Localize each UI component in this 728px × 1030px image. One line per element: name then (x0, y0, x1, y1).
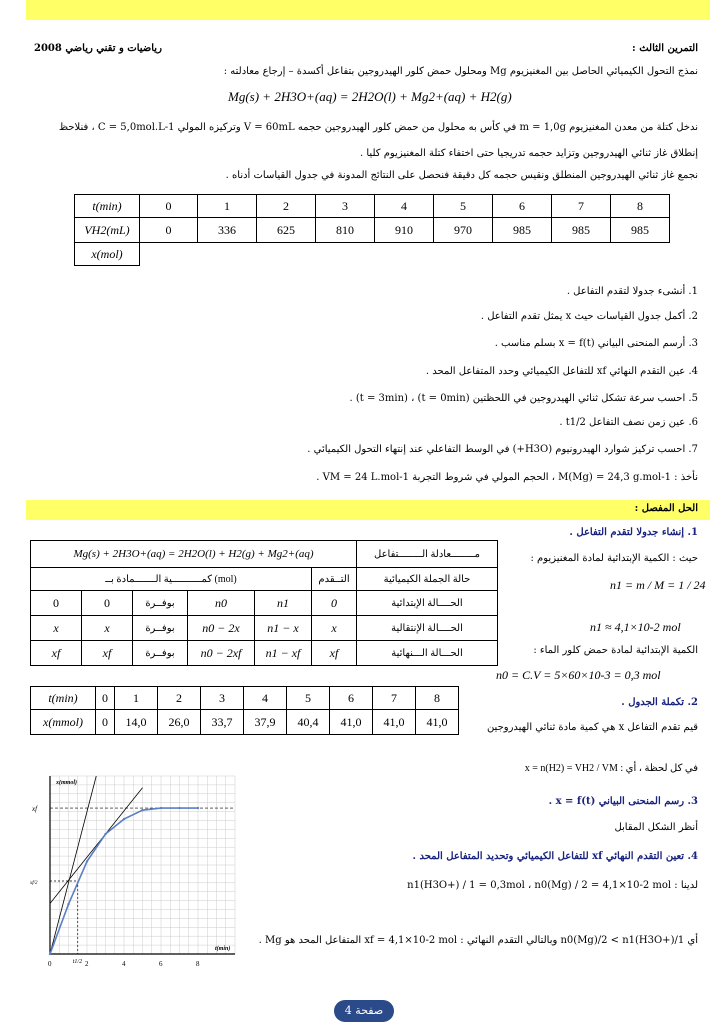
table-cell: 1 (198, 195, 257, 218)
table-cell: 40,4 (287, 710, 330, 735)
table-cell: 0 (96, 687, 115, 710)
n0-text: الكمية الإبتدائية لمادة حمض كلور الماء : (533, 645, 698, 656)
question-1: 1. أنشىء جدولا لتقدم التفاعل . (566, 286, 698, 297)
table-cell: 6 (330, 687, 373, 710)
table-cell: 8 (416, 687, 459, 710)
question-7: 7. احسب تركيز شوارد الهيدرونيوم (H3O+) في الوسط التفاعلي عند إنتهاء التحول الكيميائي . (307, 444, 698, 455)
x-tick-label: 2 (85, 960, 89, 968)
chart-grid (50, 776, 235, 954)
table-row (31, 687, 459, 710)
solution-4-given: لدينا : n1(H3O+) / 1 = 0,3mol ، n0(Mg) / 2 = 4,1×10-2 mol (407, 880, 698, 891)
solution-3-heading: 3. رسم المنحنى البياني x = f(t) . (548, 796, 698, 807)
adv-equation: Mg(s) + 2H3O+(aq) = 2H2O(l) + H2(g) + Mg2+(aq) (31, 541, 357, 568)
table-cell: 41,0 (330, 710, 373, 735)
table-cell: 37,9 (244, 710, 287, 735)
x-tick-label: 4 (122, 960, 126, 968)
adv-cell: 0 (31, 591, 82, 616)
adv-cell: بوفــرة (133, 641, 188, 666)
half-time-label: t1/2 (72, 959, 83, 965)
advancement-chart (30, 758, 250, 970)
x-tick-label: 8 (196, 960, 200, 968)
table-cell: 26,0 (158, 710, 201, 735)
table-cell: 41,0 (373, 710, 416, 735)
adv-cell: xf (31, 641, 82, 666)
table-cell: 33,7 (201, 710, 244, 735)
adv-cell: n0 (188, 591, 255, 616)
page-number-badge: صفحة 4 (334, 1000, 394, 1022)
intro-line3: إنطلاق غاز ثنائي الهيدروجين وتزايد حجمه تدريجيا حتى اختفاء كتلة المغنيزيوم كليا . (360, 148, 698, 159)
table-row (75, 218, 670, 243)
table-row (31, 641, 498, 666)
given-data: نأخذ : M(Mg) = 24,3 g.mol-1 ، الحجم المولي في شروط التجربة VM = 24 L.mol-1 . (316, 472, 698, 483)
header-title: التمرين الثالث : (632, 43, 698, 54)
table-row (31, 710, 459, 735)
table-row (31, 541, 498, 568)
question-6: 6. عين زمن نصف التفاعل t1/2 . (559, 417, 698, 428)
table-cell: 810 (316, 218, 375, 243)
adv-cell: xf (82, 641, 133, 666)
table-cell: 3 (316, 195, 375, 218)
y-axis-label: x(mmol) (56, 780, 77, 786)
question-3: 3. أرسم المنحنى البياني x = f(t) بسلم مناسب . (494, 338, 698, 349)
solution-3-text: أنظر الشكل المقابل (614, 822, 698, 833)
header-bar (26, 0, 710, 20)
table-cell: 1 (115, 687, 158, 710)
reaction-equation: Mg(s) + 2H3O+(aq) = 2H2O(l) + Mg2+(aq) + H2(g) (228, 89, 512, 104)
table-cell: 7 (373, 687, 416, 710)
solution-2-heading: 2. تكملة الجدول . (621, 697, 698, 708)
adv-cell: n1 (255, 591, 312, 616)
adv-cell: n1 − x (255, 616, 312, 641)
adv-cell: n1 − xf (255, 641, 312, 666)
adv-cell: xf (312, 641, 357, 666)
table-cell: 985 (611, 218, 670, 243)
question-5: 5. احسب سرعة تشكل ثنائي الهيدروجين في اللحظتين (t = 0min) ، (t = 3min) . (349, 393, 698, 404)
table-cell: 2 (158, 687, 201, 710)
table-cell: 8 (611, 195, 670, 218)
table-cell: 625 (257, 218, 316, 243)
x-tick-label: 0 (48, 960, 52, 968)
table-cell: 0 (96, 710, 115, 735)
adv-cell: 0 (312, 591, 357, 616)
data-point (141, 809, 143, 811)
table-row (31, 616, 498, 641)
intro-line2: ندخل كتلة من معدن المغنيزيوم m = 1,0g في كأس به محلول من حمض كلور الهيدروجين حجمه V = 60mL وتركيزه المولي C = 5,0mol.L-1 ، فنلاحظ (58, 122, 698, 133)
solution-4-result: أي n0(Mg)/2 < n1(H3O+)/1 وبالتالي التقدم النهائي : xf = 4,1×10-2 mol المتفاعل المحد هو Mg . (258, 935, 698, 946)
n1-fraction: n1 = m / M = 1 / 24 (610, 578, 706, 592)
results-table (30, 686, 459, 735)
adv-state: الحـــالة الـــنهائية (357, 641, 498, 666)
result-x-header: x(mmol) (31, 710, 96, 735)
header-left: رياضيات و تقني رياضي 2008 (34, 43, 162, 54)
table-cell: 7 (552, 195, 611, 218)
table-cell: 0 (140, 218, 198, 243)
x-header: x(mol) (75, 243, 140, 266)
data-point (197, 807, 199, 809)
t-header: t(min) (75, 195, 140, 218)
adv-state-label: حالة الجملة الكيميائية (357, 568, 498, 591)
table-cell: 5 (434, 195, 493, 218)
solution-2-formula: في كل لحظة ، أي : x = n(H2) = VH2 / VM (524, 763, 698, 774)
table-cell: 2 (257, 195, 316, 218)
xf-label: xf (32, 805, 38, 814)
intro-line4: نجمع غاز ثنائي الهيدروجين المنطلق ونقيس حجمه كل دقيقة فنحصل على النتائج المدونة في جدول القياسات أدناه . (225, 170, 698, 181)
intro-line1: نمذج التحول الكيميائي الحاصل بين المغنيزيوم Mg ومحلول حمض كلور الهيدروجين بتفاعل أكسدة – إرجاع معادلته : (223, 66, 698, 77)
table-cell: 970 (434, 218, 493, 243)
x-tick-label: 6 (159, 960, 163, 968)
table-row (31, 568, 498, 591)
question-4: 4. عين التقدم النهائي xf للتفاعل الكيميائي وحدد المتفاعل المحد . (425, 366, 698, 377)
adv-state: الحــــالة الإنتقالية (357, 616, 498, 641)
data-point (104, 833, 106, 835)
solution-1-text: حيث : الكمية الإبتدائية لمادة المغنيزيوم : (530, 553, 698, 564)
table-cell: 4 (375, 195, 434, 218)
solution-title: الحل المفصل : (634, 503, 698, 514)
table-cell: 14,0 (115, 710, 158, 735)
data-point (178, 807, 180, 809)
adv-cell: x (31, 616, 82, 641)
result-t-header: t(min) (31, 687, 96, 710)
data-point (160, 807, 162, 809)
table-cell: 4 (244, 687, 287, 710)
adv-advance-label: التــقدم (312, 568, 357, 591)
chart-marks (30, 776, 235, 968)
table-cell: 6 (493, 195, 552, 218)
adv-cell: n0 − 2x (188, 616, 255, 641)
x-axis-label: t(min) (215, 946, 231, 952)
data-point (49, 953, 51, 955)
question-2: 2. أكمل جدول القياسات حيث x يمثل تقدم التفاعل . (480, 311, 698, 322)
n1-value: n1 ≈ 4,1×10-2 mol (590, 620, 681, 634)
table-cell: 910 (375, 218, 434, 243)
adv-cell: x (82, 616, 133, 641)
n0-value: n0 = C.V = 5×60×10-3 = 0,3 mol (496, 668, 661, 682)
data-point (67, 903, 69, 905)
table-cell: 0 (140, 195, 198, 218)
table-cell: 5 (287, 687, 330, 710)
solution-1-heading: 1. إنشاء جدولا لتقدم التفاعل . (569, 527, 698, 538)
adv-equation-label: مــــــــعادلة الــــــــتفاعل (357, 541, 498, 568)
advancement-table (30, 540, 498, 666)
v-header: VH2(mL) (75, 218, 140, 243)
adv-cell: n0 − 2xf (188, 641, 255, 666)
table-row (75, 195, 670, 218)
solution-2-text: قيم تقدم التفاعل x هي كمية مادة ثنائي الهيدروجين (486, 722, 698, 733)
table-row (75, 243, 670, 266)
adv-cell: بوفــرة (133, 591, 188, 616)
measurements-table (74, 194, 670, 266)
adv-cell: بوفــرة (133, 616, 188, 641)
adv-cell: 0 (82, 591, 133, 616)
table-cell: 336 (198, 218, 257, 243)
table-cell: 985 (493, 218, 552, 243)
table-cell: 985 (552, 218, 611, 243)
table-cell: 41,0 (416, 710, 459, 735)
table-cell: 3 (201, 687, 244, 710)
solution-4-heading: 4. تعين التقدم النهائي xf للتفاعل الكيميائي وتحديد المتفاعل المحد . (412, 851, 698, 862)
adv-qty-label: كمــــــــــية الـــــــمادة بــ (mol) (31, 568, 312, 591)
half-xf-label: xf/2 (30, 881, 38, 887)
table-row (31, 591, 498, 616)
adv-cell: x (312, 616, 357, 641)
data-point (123, 818, 125, 820)
adv-state: الحــــالة الإبتدائية (357, 591, 498, 616)
data-point (86, 860, 88, 862)
